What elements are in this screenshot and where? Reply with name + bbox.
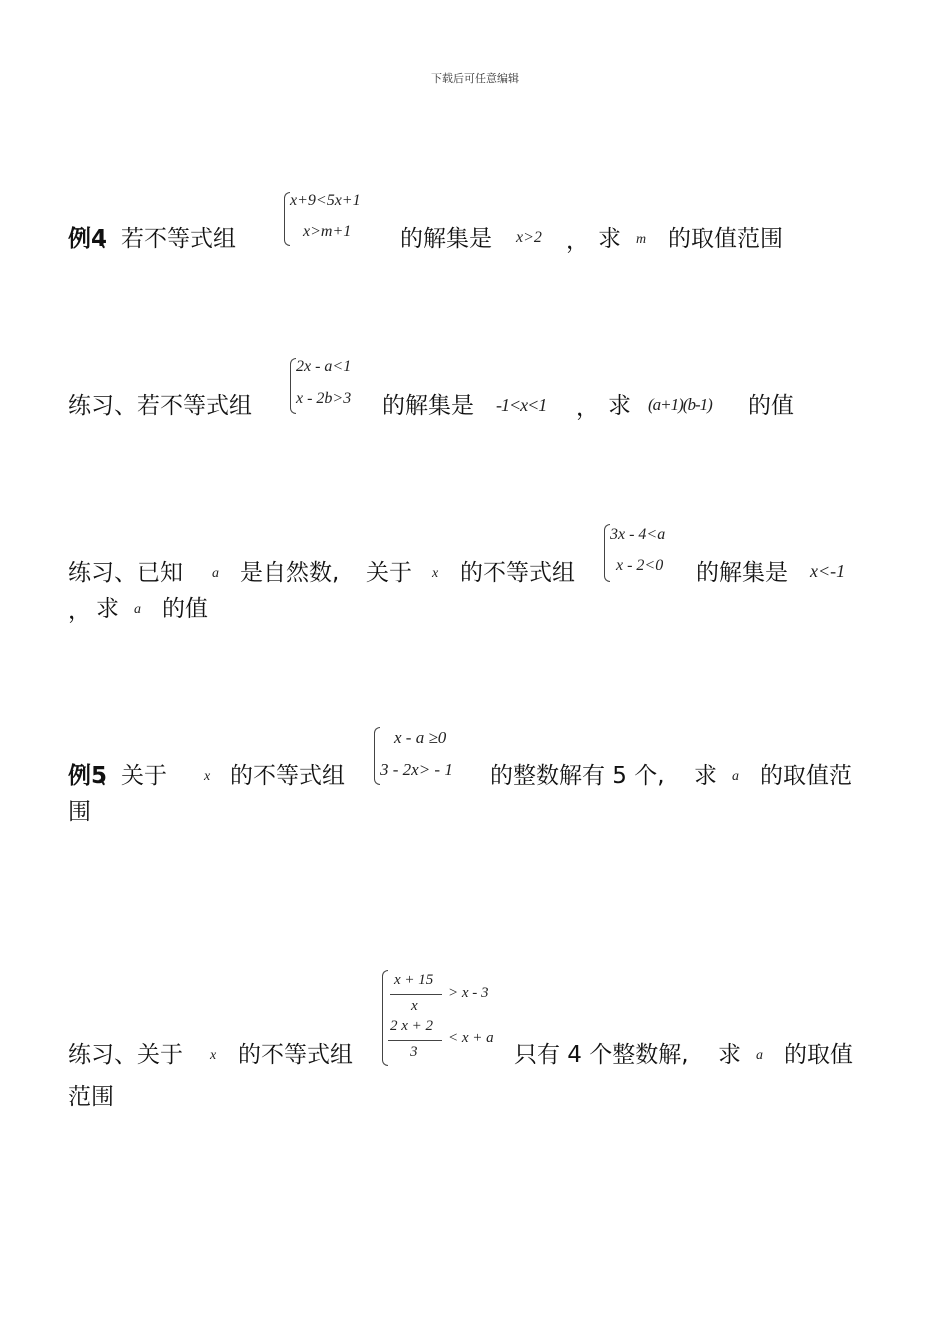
expression: (a+1)(b-1) — [648, 395, 712, 414]
inequality-2: x>m+1 — [303, 223, 352, 240]
fraction-2-denominator: 3 — [410, 1044, 418, 1060]
fraction-2-rhs: < x + a — [448, 1030, 494, 1046]
variable-m: m — [636, 232, 647, 247]
solution-condition: x<-1 — [810, 561, 846, 581]
text-mid: 的整数解有 5 个, — [490, 763, 665, 789]
variable-a: a — [732, 769, 739, 784]
line2-ask: 求 — [96, 596, 119, 622]
example-label: 例4 — [68, 226, 108, 252]
text-mid: 的解集是 — [696, 560, 788, 586]
inequality-2: x - 2<0 — [616, 557, 664, 574]
inequality-2: 3 - 2x> - 1 — [380, 760, 453, 779]
variable-x: x — [204, 769, 211, 784]
text-tail: 的取值范围 — [668, 226, 783, 252]
text-1: 的不等式组 — [238, 1042, 353, 1068]
line2: 围 — [68, 799, 91, 825]
text-mid: 只有 4 个整数解, — [514, 1042, 689, 1068]
variable-x: x — [210, 1048, 217, 1063]
inequality-2: x - 2b>3 — [296, 390, 352, 407]
text-mid: 的解集是 — [400, 226, 492, 252]
fraction-2-numerator: 2 x + 2 — [390, 1018, 434, 1034]
variable-a: a — [756, 1048, 763, 1063]
fraction-1-numerator: x + 15 — [394, 972, 434, 988]
comma: ， — [576, 395, 599, 421]
text-ask: 求 — [694, 763, 717, 789]
text-tail: 的取值范 — [760, 763, 852, 789]
variable-a: a — [134, 602, 141, 617]
fraction-1-rhs: > x - 3 — [448, 985, 489, 1001]
text-lead: 、关于 — [98, 763, 167, 789]
page-header: 下载后可任意编辑 — [431, 72, 519, 85]
fraction-1-denominator: x — [411, 998, 418, 1014]
variable-x: x — [432, 566, 439, 581]
inequality-1: 2x - a<1 — [296, 358, 352, 375]
text-2: 关于 — [366, 560, 412, 586]
text-ask: 求 — [718, 1042, 741, 1068]
text-3: 的不等式组 — [460, 560, 575, 586]
text-lead: 练习、若不等式组 — [68, 393, 252, 419]
text-tail: 的取值 — [784, 1042, 853, 1068]
solution-condition: -1<x<1 — [496, 395, 547, 415]
text-lead: 练习、已知 — [68, 560, 183, 586]
line2-comma: ， — [68, 598, 91, 624]
line2-tail: 的值 — [162, 596, 208, 622]
example-label: 例5 — [68, 763, 108, 789]
text-1: 的不等式组 — [230, 763, 345, 789]
fraction-2-bar — [388, 1040, 442, 1041]
inequality-1: 3x - 4<a — [610, 526, 666, 543]
line2: 范围 — [68, 1084, 114, 1110]
text-ask: 求 — [608, 393, 631, 419]
text-mid: 的解集是 — [382, 393, 474, 419]
text-tail: 的值 — [748, 393, 794, 419]
inequality-1: x+9<5x+1 — [290, 192, 361, 209]
text-lead: 、若不等式组 — [98, 226, 236, 252]
text-ask: 求 — [598, 226, 621, 252]
solution-condition: x>2 — [516, 229, 542, 246]
comma: ， — [566, 228, 589, 254]
system-brace — [382, 970, 388, 1066]
inequality-1: x - a ≥0 — [394, 728, 447, 747]
text-1: 是自然数, — [240, 560, 340, 586]
fraction-1-bar — [390, 994, 442, 995]
text-lead: 练习、关于 — [68, 1042, 183, 1068]
variable-a: a — [212, 566, 219, 581]
